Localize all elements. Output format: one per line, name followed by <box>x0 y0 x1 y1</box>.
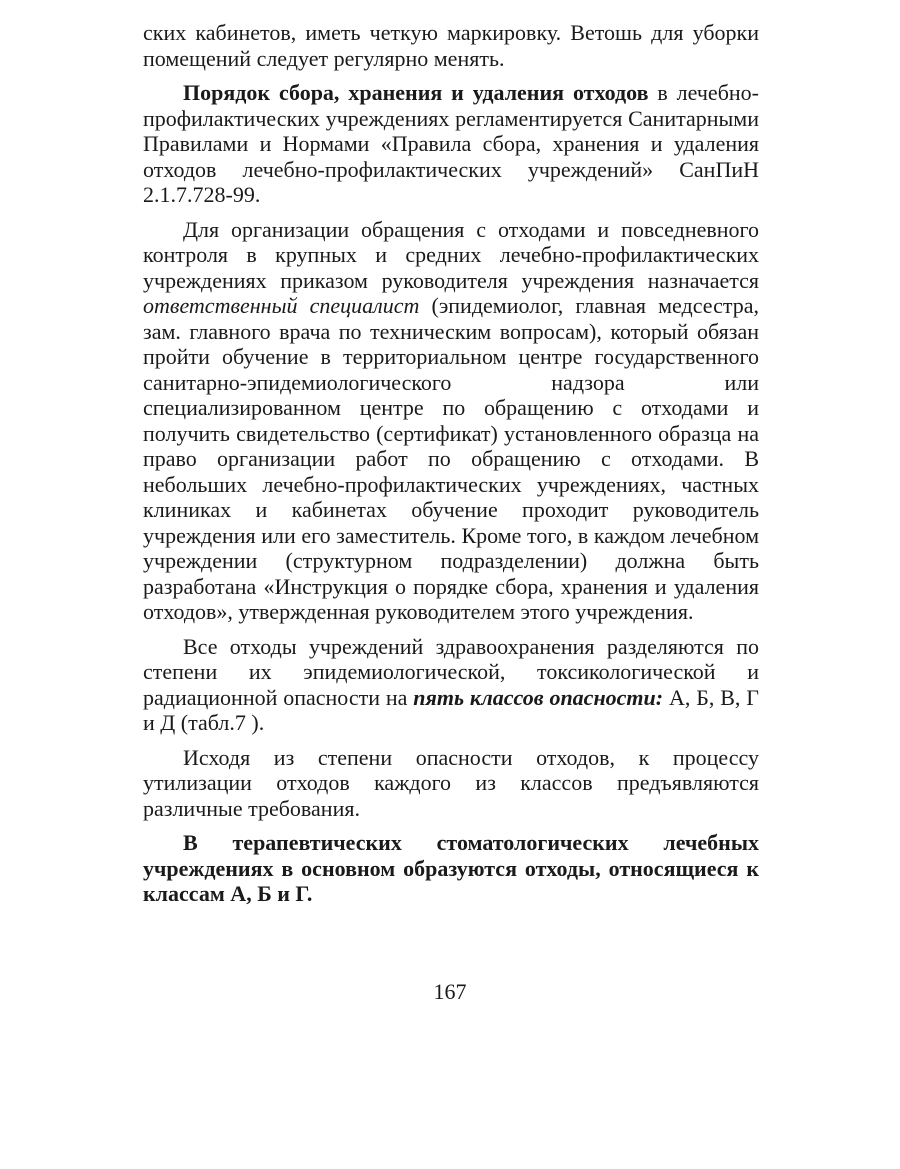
paragraph-disposal-requirements <box>143 745 759 822</box>
paragraph-dental-waste-conclusion <box>143 830 759 907</box>
paragraph-text: ских кабинетов, иметь четкую маркировку. Ветошь для уборки помещений следует регулярно менять. <box>143 20 759 71</box>
paragraph-text: А, Б, В, Г и Д (табл.7 ). <box>143 684 759 735</box>
italic-term: ответственный специалист <box>143 293 420 318</box>
paragraph-text: Исходя из степени опасности отходов, к процессу утилизации отходов каждого из классов предъявляются различные требования. <box>143 744 759 821</box>
paragraph-continuation <box>143 20 759 71</box>
paragraph-text: Для организации обращения с отходами и повседневного контроля в крупных и средних лечебно-профилактических учреждениях приказом руководителя учреждения назначается <box>143 216 759 293</box>
paragraph-text: в лечебно-профилактических учреждениях регламентируется Санитарными Правилами и Нормами «Правила сбора, хранения и удаления отходов лечебно-профилактических учреждений» СанПиН 2.1.7.728-99. <box>143 80 759 207</box>
paragraph-text: (эпидемиолог, главная медсестра, зам. главного врача по техническим вопросам), который обязан пройти обучение в территориальном центре государственного санитарно-эпидемиологического надзора или специализированном центре по обращению с отходами и получить свидетельство (сертификат) установленного образца на право организации работ по обращению с отходами. В небольших лечебно-профилактических учреждениях, частных клиниках и кабинетах обучение проходит руководитель учреждения или его заместитель. Кроме того, в каждом лечебном учреждении (структурном подразделении) должна быть разработана «Инструкция о порядке сбора, хранения и удаления отходов», утвержденная руководителем этого учреждения. <box>143 293 759 624</box>
paragraph-text: В терапевтических стоматологических лечебных учреждениях в основном образуются отходы, относящиеся к классам А, Б и Г. <box>143 830 759 906</box>
paragraph-text: Все отходы учреждений здравоохранения разделяются по степени их эпидемиологической, токсикологической и радиационной опасности на <box>143 633 759 710</box>
bold-italic-term: пять классов опасности: <box>413 684 664 710</box>
paragraph-waste-regulation <box>143 80 759 208</box>
paragraph-responsible-specialist <box>143 217 759 625</box>
page-body <box>143 20 759 907</box>
paragraph-hazard-classes <box>143 634 759 736</box>
bold-heading-phrase: Порядок сбора, хранения и удаления отходов <box>183 80 649 105</box>
page-number: 167 <box>433 979 467 1004</box>
